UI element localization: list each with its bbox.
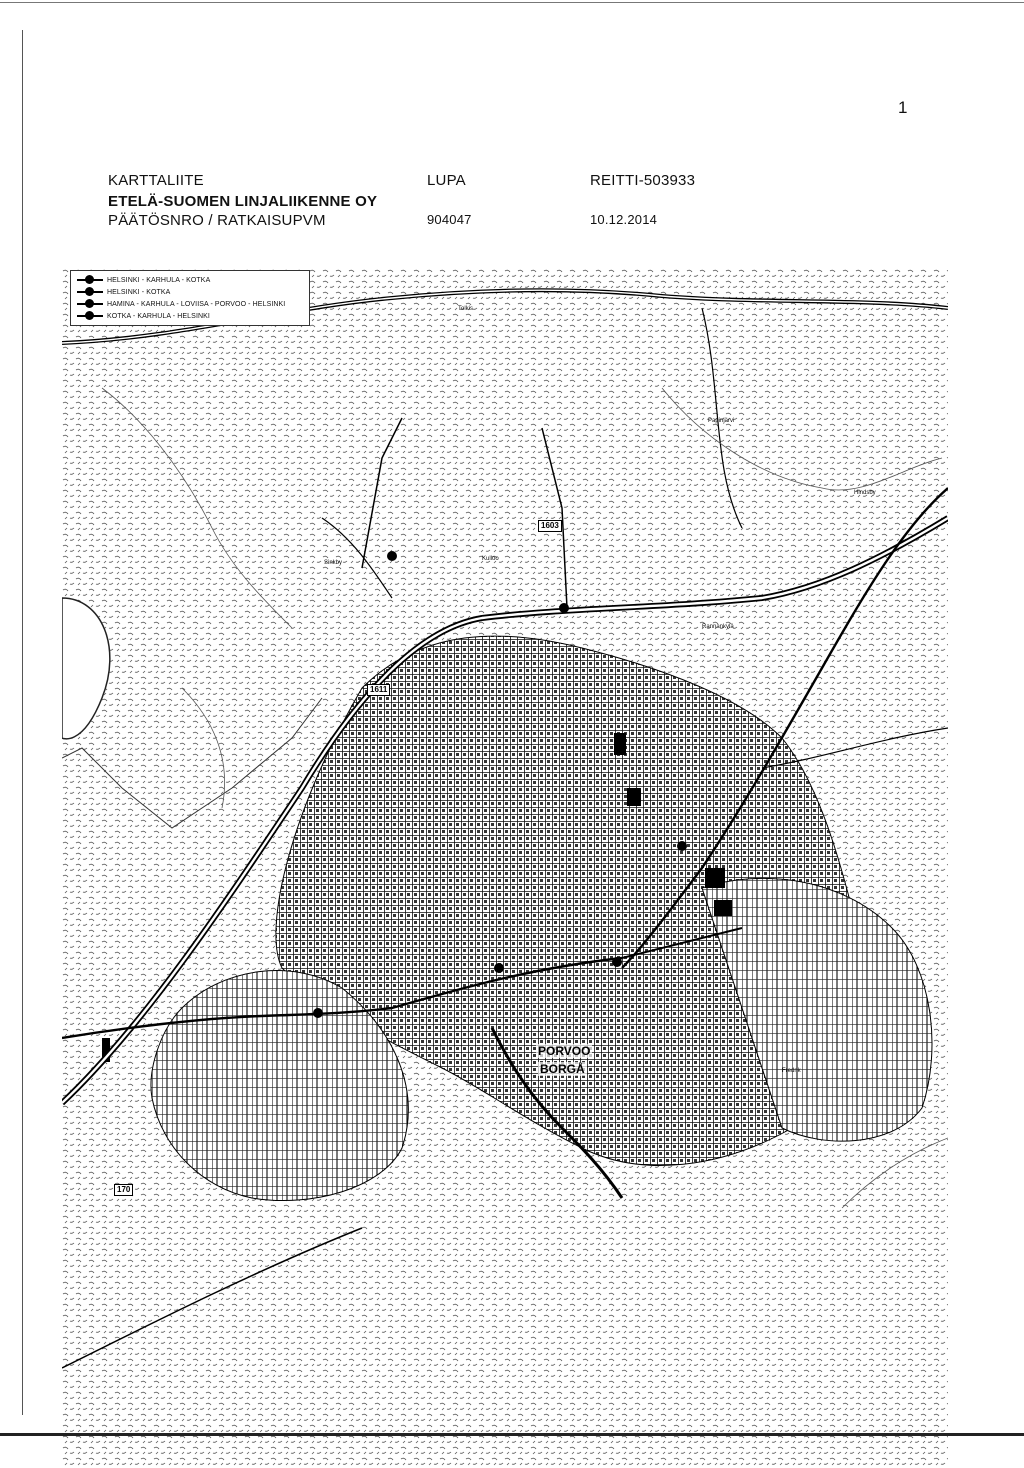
route-line-icon <box>77 286 103 298</box>
place-label: Fredrik <box>782 1068 801 1074</box>
route-line-icon <box>77 274 103 286</box>
building <box>705 868 725 888</box>
legend-label: HAMINA - KARHULA - LOVIISA - PORVOO - HELSINKI <box>107 300 286 308</box>
place-label: Tolkis <box>458 306 474 312</box>
building <box>714 900 732 916</box>
company-name: ETELÄ-SUOMEN LINJALIIKENNE OY <box>108 193 378 210</box>
map-attachment-label: KARTTALIITE <box>108 172 204 189</box>
permit-number: 904047 <box>427 212 472 227</box>
route-stop <box>494 963 504 973</box>
decision-date: 10.12.2014 <box>590 212 658 227</box>
route-line-icon <box>77 310 103 322</box>
scan-edge-left <box>22 30 23 1415</box>
place-label: Sinkby <box>324 560 343 566</box>
permit-label: LUPA <box>427 172 466 189</box>
legend-item <box>77 286 170 298</box>
place-label: Kulloo <box>482 556 499 562</box>
scan-edge-bottom <box>0 1433 1024 1436</box>
route-map[interactable] <box>62 268 948 1468</box>
town-name-fi: PORVOO <box>538 1044 591 1058</box>
town-name-sv: BORGÅ <box>540 1062 585 1076</box>
legend-label: KOTKA - KARHULA - HELSINKI <box>107 312 210 320</box>
route-stop <box>313 1008 323 1018</box>
page-number: 1 <box>898 98 908 117</box>
scan-edge-top <box>0 2 1024 3</box>
map-canvas <box>62 268 948 1468</box>
route-stop <box>612 957 622 967</box>
route-line-icon <box>77 298 103 310</box>
legend-item <box>77 310 210 322</box>
road-number-1603: 1603 <box>538 520 562 532</box>
road-number-170: 170 <box>114 1184 133 1196</box>
route-stop <box>677 841 687 851</box>
legend-label: HELSINKI - KOTKA <box>107 288 171 296</box>
legend-label: HELSINKI - KARHULA - KOTKA <box>107 276 211 284</box>
route-id: REITTI-503933 <box>590 172 696 189</box>
decision-label: PÄÄTÖSNRO / RATKAISUPVM <box>108 212 326 229</box>
place-label: Rannankylä <box>702 624 734 630</box>
route-stop <box>387 551 397 561</box>
road-number-1611: 1611 <box>367 684 390 696</box>
place-label: Papinjärvi <box>708 418 735 424</box>
map-legend <box>70 270 310 326</box>
legend-item <box>77 298 285 310</box>
legend-item <box>77 274 210 286</box>
place-label: Hindsby <box>854 490 876 496</box>
building <box>627 788 641 806</box>
building <box>614 733 626 755</box>
